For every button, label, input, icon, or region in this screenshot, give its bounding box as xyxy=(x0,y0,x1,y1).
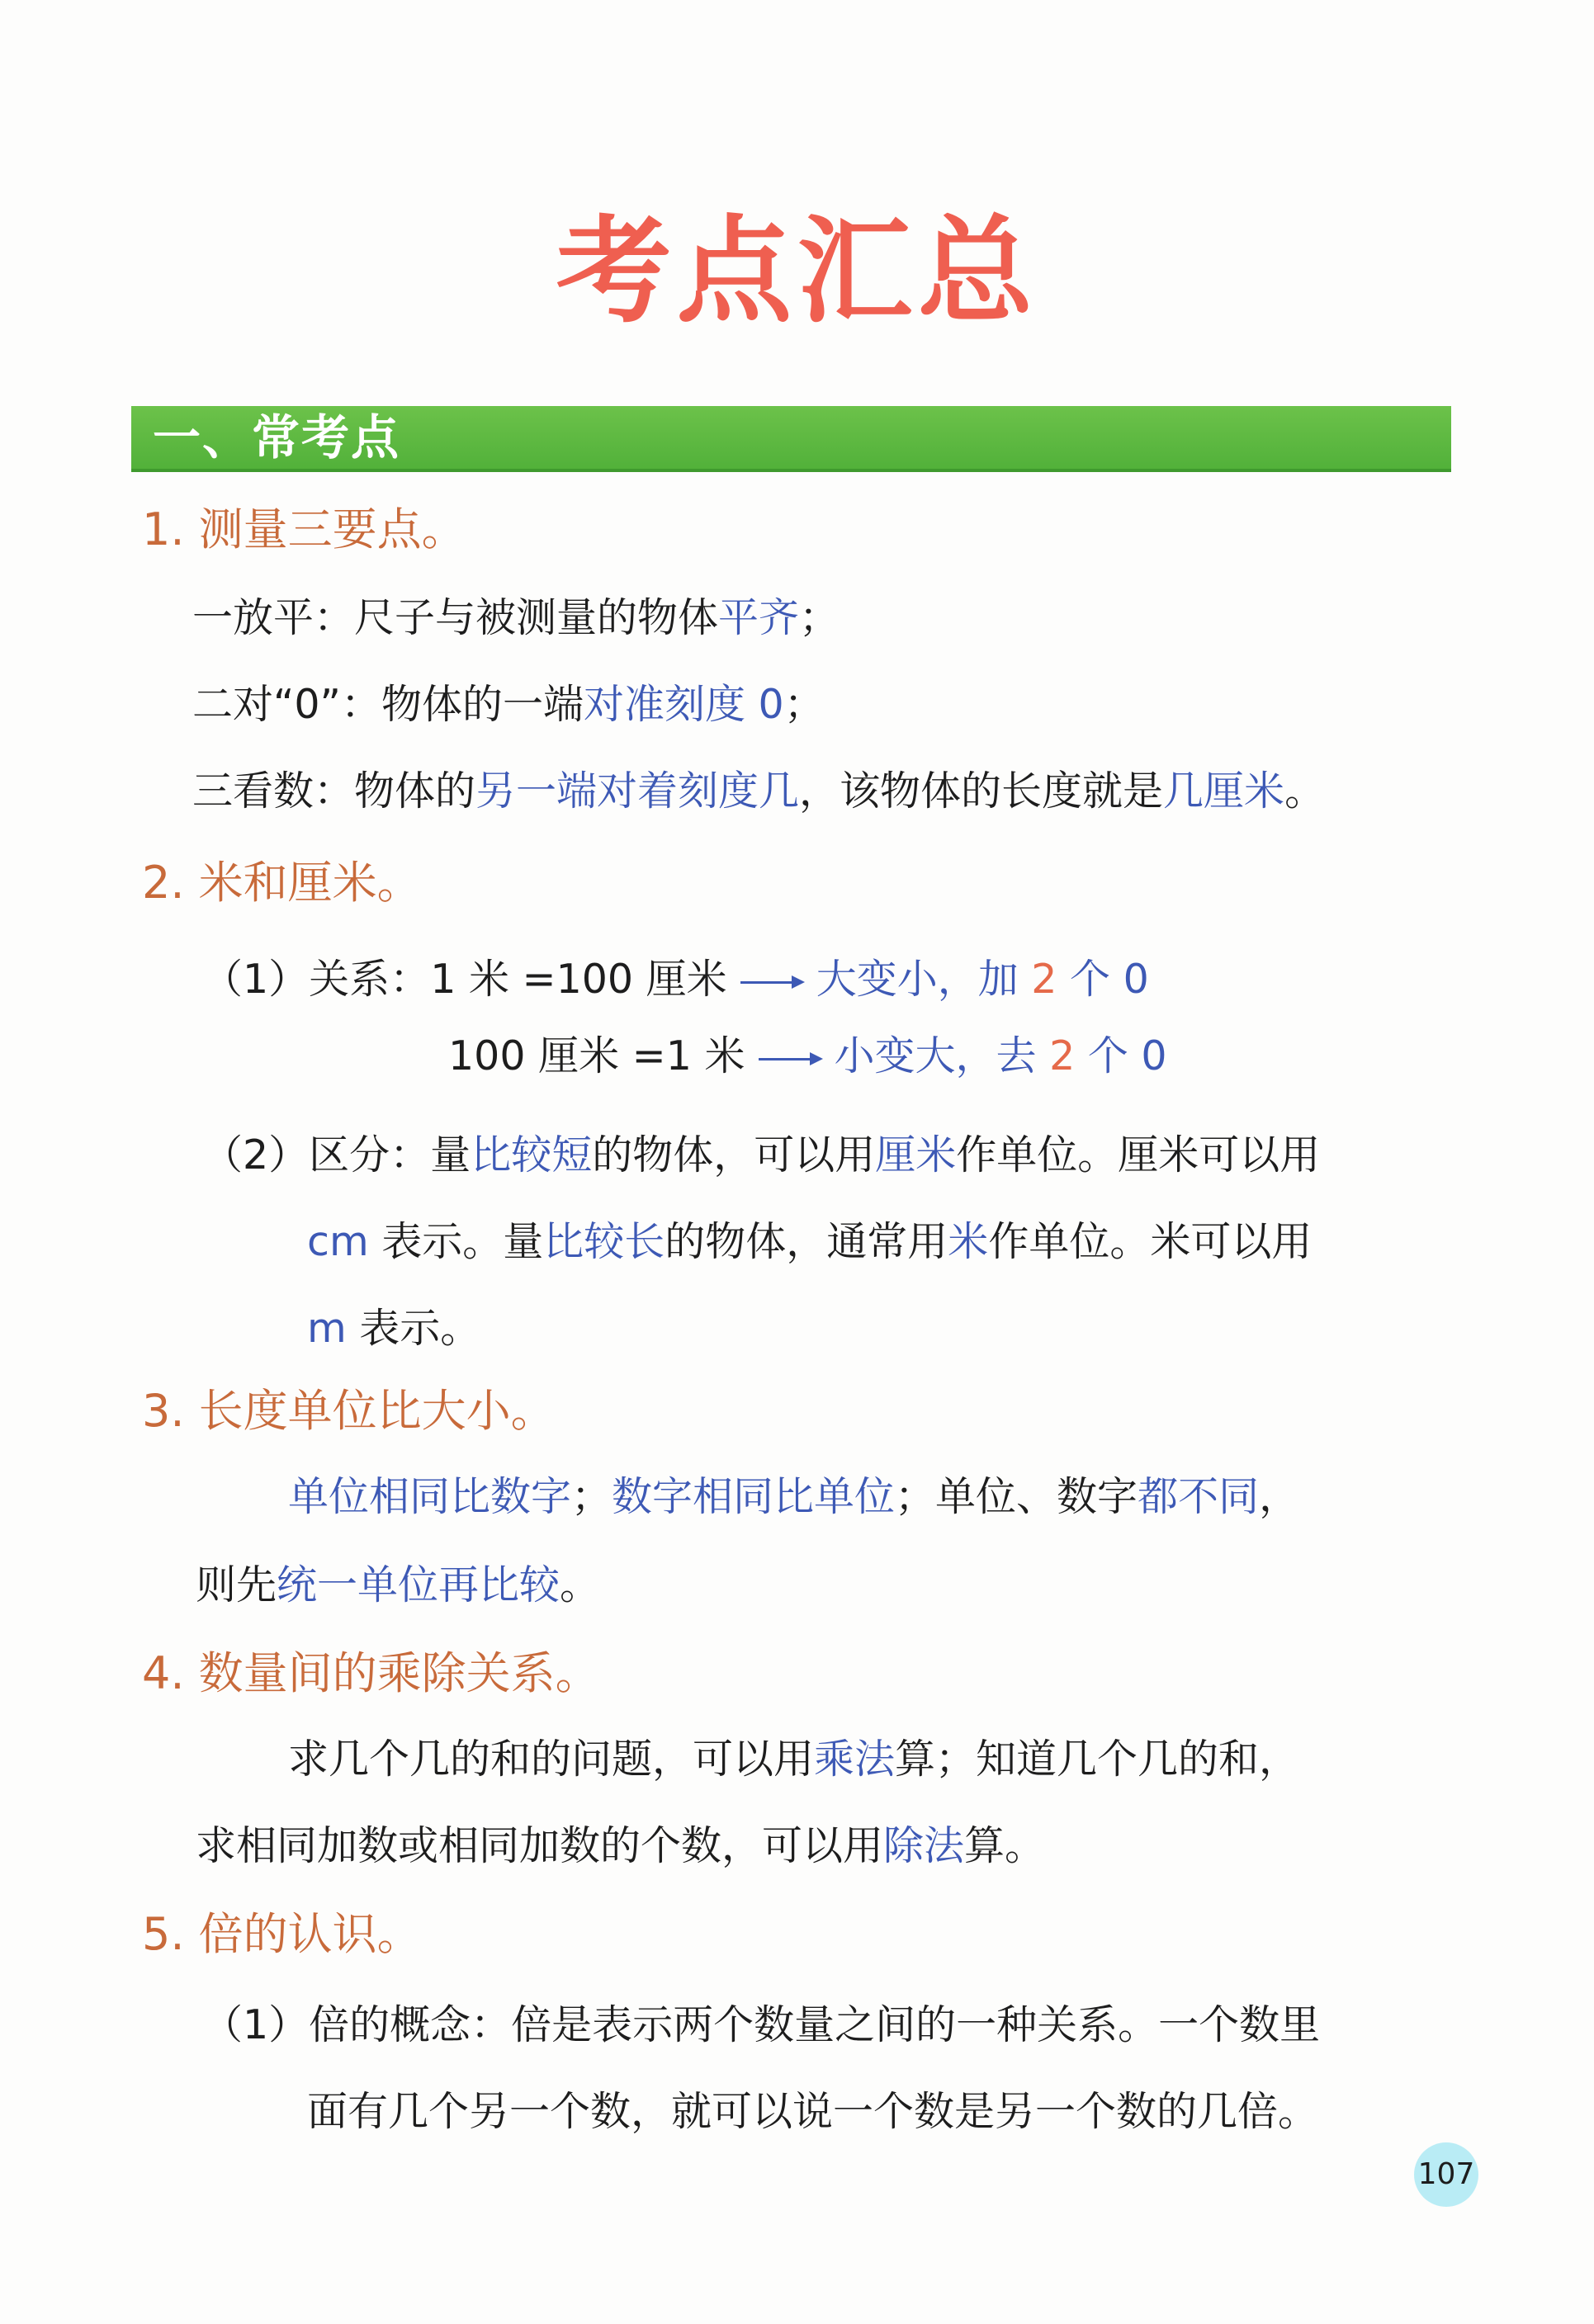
text-run: 一放平：尺子与被测量的物体 xyxy=(192,594,719,641)
text-line xyxy=(196,1555,600,1616)
text-run: 二对“0”：物体的一端 xyxy=(192,681,584,728)
text-run: 求几个几的和的问题，可以用 xyxy=(288,1736,815,1783)
page-number-badge: 107 xyxy=(1414,2142,1478,2207)
text-run: （2）区分：量 xyxy=(202,1131,471,1179)
arrow-right-icon xyxy=(759,1051,823,1067)
highlight-text: cm xyxy=(307,1218,369,1265)
text-run: 作单位。厘米可以用 xyxy=(956,1131,1321,1179)
number-text: 2 xyxy=(1049,1032,1076,1079)
page-title: 考点汇总 xyxy=(556,205,1038,339)
text-run: 。 xyxy=(560,1561,601,1608)
text-line: 面有几个另一个数，就可以说一个数是另一个数的几倍。 xyxy=(307,2088,1319,2135)
highlight-text: 小变大，去 xyxy=(834,1032,1050,1079)
highlight-text: 厘米 xyxy=(875,1131,957,1179)
highlight-text: 平齐 xyxy=(718,594,800,641)
highlight-text: 另一端对着刻度几 xyxy=(475,768,800,815)
text-line xyxy=(196,1816,1045,1877)
heading-measurement: 1. 测量三要点。 xyxy=(142,503,466,555)
equation: 100 厘米 =1 米 xyxy=(448,1032,745,1079)
highlight-text: 个 0 xyxy=(1075,1032,1167,1079)
text-run: ，该物体的长度就是 xyxy=(799,768,1164,815)
text-run: 的物体，可以用 xyxy=(592,1131,876,1179)
arrow-right-icon xyxy=(740,974,805,990)
text-run: ； xyxy=(783,681,825,728)
text-line xyxy=(288,1467,1299,1528)
text-line xyxy=(288,1729,1299,1790)
highlight-text: 个 0 xyxy=(1057,956,1149,1003)
text-line: （1）倍的概念：倍是表示两个数量之间的一种关系。一个数里 xyxy=(202,2001,1321,2048)
text-run: ；单位、数字 xyxy=(895,1473,1138,1520)
highlight-text: 对准刻度 0 xyxy=(583,681,784,728)
text-line xyxy=(192,588,840,649)
text-run: 。 xyxy=(1284,768,1326,815)
highlight-text: 统一单位再比较 xyxy=(277,1561,561,1608)
text-line xyxy=(192,674,825,735)
equation: 1 米 =100 厘米 xyxy=(430,956,727,1003)
highlight-text: 比较短 xyxy=(471,1131,593,1179)
highlight-text: m xyxy=(307,1305,347,1352)
text-line xyxy=(307,1212,1312,1273)
highlight-text: 比较长 xyxy=(543,1218,665,1265)
text-line xyxy=(192,761,1325,822)
highlight-text: 大变小，加 xyxy=(816,956,1032,1003)
text-run: 表示。量 xyxy=(368,1218,544,1265)
text-line xyxy=(307,1298,480,1359)
text-run: 求相同加数或相同加数的个数，可以用 xyxy=(196,1822,884,1869)
highlight-text: 几厘米 xyxy=(1163,768,1285,815)
highlight-text: 数字相同比单位 xyxy=(612,1473,896,1520)
text-line xyxy=(202,1125,1320,1186)
heading-length-compare: 3. 长度单位比大小。 xyxy=(142,1385,556,1437)
text-run: ； xyxy=(571,1473,613,1520)
heading-multiply-divide: 4. 数量间的乘除关系。 xyxy=(142,1647,600,1699)
highlight-text: 米 xyxy=(948,1218,989,1265)
highlight-text: 单位相同比数字 xyxy=(288,1473,572,1520)
highlight-text: 除法 xyxy=(883,1822,965,1869)
number-text: 2 xyxy=(1031,956,1057,1003)
section-banner xyxy=(131,406,1451,472)
heading-meter-centimeter: 2. 米和厘米。 xyxy=(142,857,422,909)
text-run: 作单位。米可以用 xyxy=(988,1218,1313,1265)
text-run: 算。 xyxy=(964,1822,1046,1869)
text-line xyxy=(448,1026,1167,1087)
text-run: 算；知道几个几的和， xyxy=(895,1736,1300,1783)
highlight-text: 乘法 xyxy=(814,1736,896,1783)
text-line xyxy=(202,949,1149,1010)
heading-times: 5. 倍的认识。 xyxy=(142,1908,422,1960)
section-banner-label: 一、常考点 xyxy=(153,409,401,465)
text-run: 则先 xyxy=(196,1561,277,1608)
text-run: 三看数：物体的 xyxy=(192,768,476,815)
text-run: 表示。 xyxy=(346,1305,481,1352)
text-run: （1）关系： xyxy=(202,956,431,1003)
text-run: ； xyxy=(799,594,840,641)
text-run: 的物体，通常用 xyxy=(665,1218,948,1265)
text-run: ， xyxy=(1259,1473,1300,1520)
highlight-text: 都不同 xyxy=(1138,1473,1260,1520)
